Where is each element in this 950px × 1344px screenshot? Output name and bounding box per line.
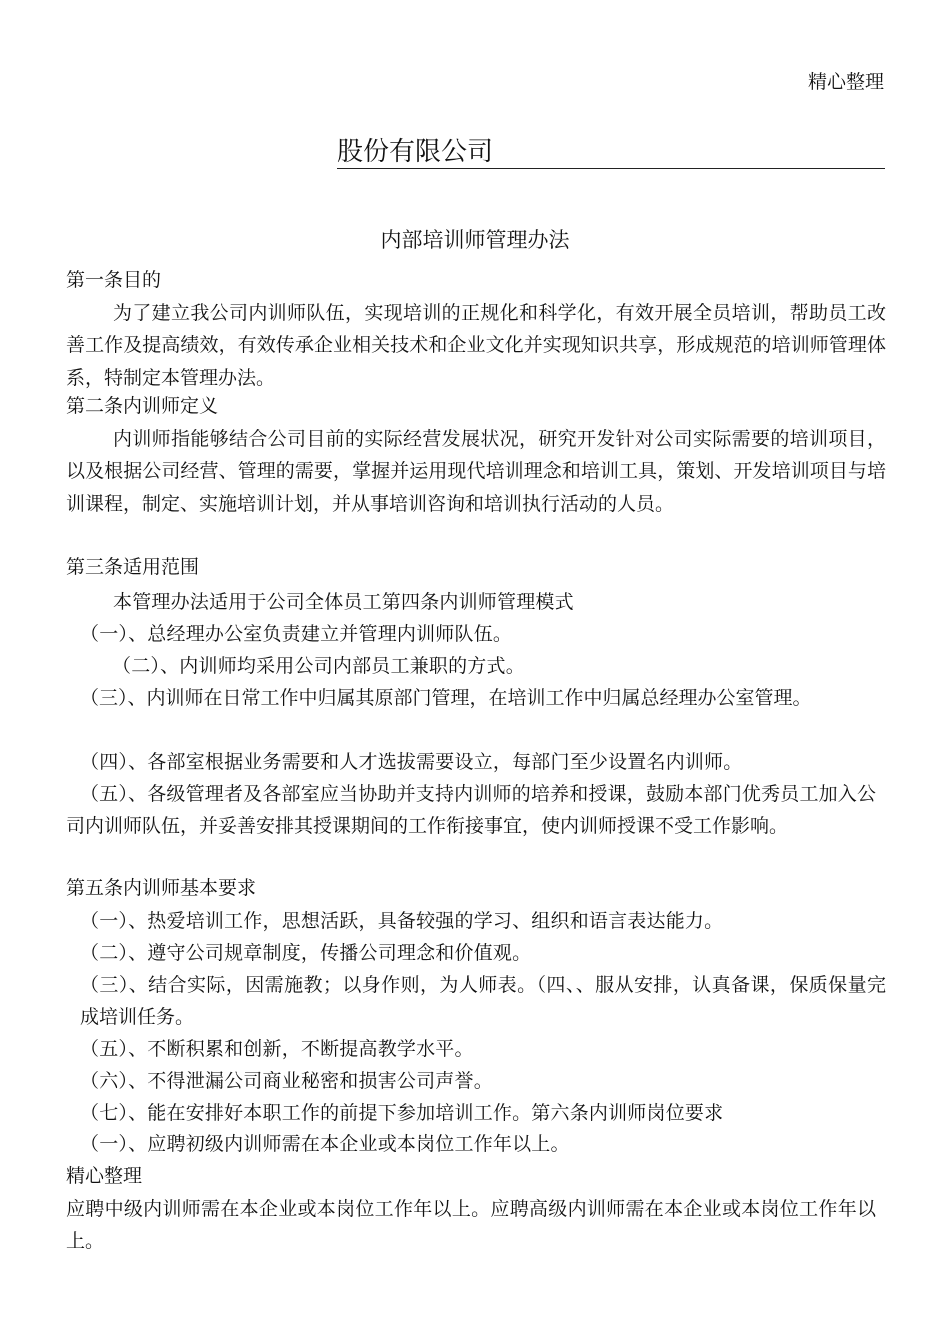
article3-heading: 第三条适用范围 (66, 556, 200, 578)
company-name: 股份有限公司 (337, 137, 494, 167)
article5-item-3: （三）、结合实际，因需施教；以身作则，为人师表。（四、、服从安排，认真备课，保质保量完成培训任务。 (80, 974, 886, 1029)
article5-item-5: （五）、不断积累和创新，不断提高教学水平。 (80, 1038, 474, 1060)
article5-item-2: （二）、遵守公司规章制度，传播公司理念和价值观。 (80, 942, 532, 964)
article4-item-5: （五）、各级管理者及各部室应当协助并支持内训师的培养和授课，鼓励本部门优秀员工加入公司内训师队伍，并妥善安排其授课期间的工作衔接事宜，使内训师授课不受工作影响。 (66, 783, 876, 838)
article5-heading: 第五条内训师基本要求 (66, 877, 257, 899)
article1-heading: 第一条目的 (66, 269, 162, 291)
article5-item-1: （一）、热爱培训工作，思想活跃，具备较强的学习、组织和语言表达能力。 (80, 910, 724, 932)
document-title: 内部培训师管理办法 (380, 228, 570, 252)
article3-body: 本管理办法适用于公司全体员工第四条内训师管理模式 (113, 591, 574, 613)
article2-body: 内训师指能够结合公司目前的实际经营发展状况，研究开发针对公司实际需要的培训项目，以及根据公司经营、管理的需要，掌握并运用现代培训理念和培训工具，策划、开发培训项目与培训课程，制定、实施培训计划，并从事培训咨询和培训执行活动的人员。 (66, 428, 886, 515)
article2-heading: 第二条内训师定义 (66, 395, 219, 417)
article1-body: 为了建立我公司内训师队伍，实现培训的正规化和科学化，有效开展全员培训，帮助员工改善工作及提高绩效，有效传承企业相关技术和企业文化并实现知识共享，形成规范的培训师管理体系，特制定本管理办法。 (66, 302, 886, 389)
article6-item-1: （一）、应聘初级内训师需在本企业或本岗位工作年以上。 (80, 1133, 570, 1155)
footer-watermark-label: 精心整理 (66, 1165, 143, 1187)
article4-item-1: （一）、总经理办公室负责建立并管理内训师队伍。 (80, 623, 513, 645)
article5-item-6: （六）、不得泄漏公司商业秘密和损害公司声誉。 (80, 1070, 493, 1092)
article5-item-7: （七）、能在安排好本职工作的前提下参加培训工作。第六条内训师岗位要求 (80, 1102, 724, 1124)
article4-item-3: （三）、内训师在日常工作中归属其原部门管理，在培训工作中归属总经理办公室管理。 (80, 687, 812, 709)
company-underline (337, 168, 885, 169)
article4-item-4: （四）、各部室根据业务需要和人才选拔需要设立，每部门至少设置名内训师。 (80, 751, 743, 773)
article4-item-2: （二）、内训师均采用公司内部员工兼职的方式。 (112, 655, 525, 677)
footer-body: 应聘中级内训师需在本企业或本岗位工作年以上。应聘高级内训师需在本企业或本岗位工作年以上。 (66, 1198, 876, 1253)
header-watermark-label: 精心整理 (807, 71, 884, 93)
